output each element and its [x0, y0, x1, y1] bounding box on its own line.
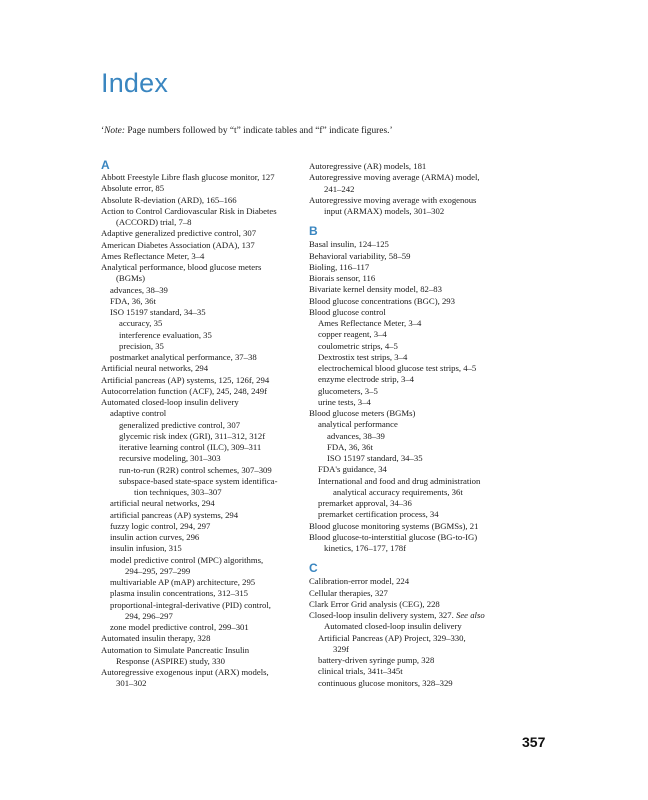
entry-text: urine tests, 3–4	[318, 396, 371, 407]
entry-text: Bioling, 116–117	[309, 261, 370, 272]
entry-continuation: kinetics, 176–177, 178f	[324, 543, 407, 553]
entry-text: Ames Reflectance Meter, 3–4	[101, 250, 205, 261]
entry-text: Ames Reflectance Meter, 3–4	[318, 318, 422, 328]
index-entry	[101, 183, 301, 194]
index-entry	[101, 341, 301, 352]
entry-text: advances, 38–39	[327, 430, 385, 441]
entry-text: Artificial Pancreas (AP) Project, 329–330,	[318, 632, 466, 643]
index-entry	[101, 375, 301, 386]
entry-text: artificial neural networks, 294	[110, 498, 215, 509]
index-entry	[101, 543, 301, 554]
entry-text: glycemic risk index (GRI), 311–312, 312f	[119, 430, 266, 441]
index-entry	[101, 172, 301, 183]
index-entry	[309, 284, 509, 295]
index-entry	[309, 363, 509, 374]
entry-text: proportional-integral-derivative (PID) control,	[110, 599, 271, 610]
index-entry	[101, 510, 301, 521]
index-entry	[309, 476, 509, 499]
index-entry	[309, 442, 509, 453]
index-entry	[101, 397, 301, 408]
entry-text: model predictive control (MPC) algorithms,	[110, 554, 264, 565]
section-letter: C	[309, 561, 318, 576]
entry-text: Autoregressive moving average with exogenous	[309, 194, 477, 205]
entry-text: Artificial pancreas (AP) systems, 125, 126f, 294	[101, 374, 270, 385]
entry-text: American Diabetes Association (ADA), 137	[101, 239, 255, 250]
index-column-left	[101, 158, 301, 690]
entry-text: interference evaluation, 35	[119, 329, 212, 340]
page-title: Index	[101, 68, 169, 98]
entry-text: generalized predictive control, 307	[119, 419, 241, 430]
index-entry	[101, 555, 301, 578]
index-entry	[309, 386, 509, 397]
entry-text: copper reagent, 3–4	[318, 329, 387, 340]
index-entry	[101, 577, 301, 588]
entry-text: advances, 38–39	[110, 284, 168, 295]
entry-text: analytical performance	[318, 419, 398, 430]
index-entry	[101, 453, 301, 464]
entry-text: Clark Error Grid analysis (CEG), 228	[309, 598, 440, 609]
entry-text: premarket approval, 34–36	[318, 498, 412, 508]
entry-text: Automated closed-loop insulin delivery	[101, 397, 239, 407]
entry-text: continuous glucose monitors, 328–329	[318, 677, 453, 688]
index-entry	[101, 442, 301, 453]
entry-text: Closed-loop insulin delivery system, 327.	[309, 610, 454, 620]
index-entry	[309, 408, 509, 419]
entry-text: Calibration-error model, 224	[309, 576, 410, 587]
see-also-label: See also	[455, 610, 485, 620]
entry-continuation: Automated closed-loop insulin delivery	[324, 621, 462, 632]
entry-text: iterative learning control (ILC), 309–311	[119, 442, 262, 452]
entry-text: electrochemical blood glucose test strips, 4–5	[318, 363, 477, 373]
entry-text: Autocorrelation function (ACF), 245, 248, 249f	[101, 385, 267, 396]
index-entry	[101, 330, 301, 341]
index-entry	[309, 352, 509, 363]
index-entry	[101, 228, 301, 239]
index-entry	[309, 239, 509, 250]
index-entry	[101, 622, 301, 633]
index-entry	[101, 431, 301, 442]
entry-text: zone model predictive control, 299–301	[110, 622, 249, 632]
index-entry	[101, 408, 301, 419]
entry-text: run-to-run (R2R) control schemes, 307–309	[119, 464, 272, 475]
page-number: 357	[522, 734, 546, 750]
entry-text: subspace-based state-space system identifica-	[119, 475, 278, 486]
entry-text: fuzzy logic control, 294, 297	[110, 520, 211, 531]
index-entry	[101, 633, 301, 644]
entry-continuation: 241–242	[324, 183, 355, 194]
index-entry	[309, 453, 509, 464]
index-entry	[309, 521, 509, 532]
note-label: Note:	[104, 126, 125, 136]
entry-text: Behavioral variability, 58–59	[309, 250, 411, 261]
index-entry	[101, 240, 301, 251]
entry-text: Biorais sensor, 116	[309, 273, 376, 283]
index-entry	[101, 532, 301, 543]
entry-text: Blood glucose control	[309, 306, 386, 317]
index-entry	[309, 307, 509, 318]
entry-text: Basal insulin, 124–125	[309, 239, 389, 250]
index-entry	[101, 600, 301, 623]
entry-text: recursive modeling, 301–303	[119, 453, 221, 464]
index-entry	[101, 296, 301, 307]
index-entry	[309, 633, 509, 656]
index-entry	[101, 318, 301, 329]
entry-continuation: analytical accuracy requirements, 36t	[333, 486, 463, 497]
index-entry	[101, 363, 301, 374]
entry-text: ISO 15197 standard, 34–35	[110, 307, 206, 317]
index-entry	[309, 341, 509, 352]
index-entry	[101, 645, 301, 668]
index-entry	[101, 521, 301, 532]
index-entry	[101, 465, 301, 476]
entry-continuation: 301–302	[116, 678, 147, 689]
entry-continuation: input (ARMAX) models, 301–302	[324, 206, 445, 216]
index-entry	[309, 172, 509, 195]
index-entry	[101, 476, 301, 499]
entry-text: Bivariate kernel density model, 82–83	[309, 284, 442, 295]
index-entry	[101, 588, 301, 599]
entry-text: ISO 15197 standard, 34–35	[327, 453, 423, 463]
entry-continuation: (BGMs)	[116, 273, 145, 284]
entry-text: coulometric strips, 4–5	[318, 340, 398, 351]
entry-text: insulin action curves, 296	[110, 532, 200, 542]
entry-text: multivariable AP (mAP) architecture, 295	[110, 577, 256, 587]
entry-text: adaptive control	[110, 408, 167, 419]
index-entry	[309, 509, 509, 520]
entry-text: Autoregressive exogenous input (ARX) models,	[101, 667, 269, 677]
entry-text: Blood glucose meters (BGMs)	[309, 408, 416, 418]
entry-text: clinical trials, 341t–345t	[318, 666, 403, 677]
index-column-right	[309, 161, 509, 689]
index-entry	[309, 318, 509, 329]
index-entry	[309, 431, 509, 442]
index-entry	[309, 397, 509, 408]
index-entry	[101, 195, 301, 206]
entry-text: Cellular therapies, 327	[309, 587, 388, 598]
index-entry	[101, 498, 301, 509]
entry-text: FDA, 36, 36t	[110, 295, 156, 306]
entry-text: Blood glucose concentrations (BGC), 293	[309, 295, 455, 306]
section-letter: A	[101, 158, 110, 172]
entry-text: Autoregressive (AR) models, 181	[309, 161, 427, 171]
entry-text: Blood glucose monitoring systems (BGMSs), 21	[309, 520, 479, 531]
entry-text: Dextrostix test strips, 3–4	[318, 351, 408, 362]
index-entry	[309, 161, 509, 172]
entry-text: FDA, 36, 36t	[327, 441, 373, 452]
index-entry	[309, 419, 509, 430]
entry-text: insulin infusion, 315	[110, 543, 182, 554]
entry-continuation: 294–295, 297–299	[125, 565, 191, 576]
index-entry	[101, 307, 301, 318]
index-entry	[101, 352, 301, 363]
note-text: Page numbers followed by “t” indicate tables and “f” indicate figures.	[124, 126, 390, 136]
entry-text: Absolute error, 85	[101, 183, 165, 194]
entry-continuation: tion techniques, 303–307	[134, 487, 222, 497]
entry-text: precision, 35	[119, 340, 164, 351]
index-entry	[309, 599, 509, 610]
entry-text: artificial pancreas (AP) systems, 294	[110, 509, 239, 520]
index-entry	[309, 374, 509, 385]
entry-text: Blood glucose-to-interstitial glucose (BG-to-IG)	[309, 531, 478, 542]
entry-continuation: Response (ASPIRE) study, 330	[116, 655, 225, 666]
entry-text: postmarket analytical performance, 37–38	[110, 352, 257, 362]
index-entry	[309, 464, 509, 475]
entry-text: Autoregressive moving average (ARMA) model,	[309, 172, 480, 183]
entry-text: plasma insulin concentrations, 312–315	[110, 588, 249, 599]
entry-continuation: 294, 296–297	[125, 610, 173, 621]
entry-text: Automation to Simulate Pancreatic Insulin	[101, 644, 250, 655]
index-entry	[309, 588, 509, 599]
index-entry	[309, 296, 509, 307]
entry-continuation: 329f	[333, 643, 349, 654]
index-entry	[309, 610, 509, 633]
entry-text: Analytical performance, blood glucose meters	[101, 262, 262, 272]
index-note: ‘Note: Page numbers followed by “t” indicate tables and “f” indicate figures.’	[101, 126, 393, 136]
index-entry	[309, 532, 509, 555]
index-entry	[309, 678, 509, 689]
entry-text: premarket certification process, 34	[318, 509, 439, 520]
entry-continuation: (ACCORD) trial, 7–8	[116, 217, 192, 227]
index-entry	[309, 251, 509, 262]
index-entry	[101, 262, 301, 285]
index-entry	[309, 329, 509, 340]
entry-text: International and food and drug administration	[318, 475, 481, 486]
entry-text: Absolute R-deviation (ARD), 165–166	[101, 194, 237, 205]
index-entry	[101, 386, 301, 397]
index-entry	[101, 285, 301, 296]
entry-text: Automated insulin therapy, 328	[101, 633, 211, 644]
index-entry	[309, 655, 509, 666]
section-letter: B	[309, 224, 318, 239]
entry-text: glucometers, 3–5	[318, 385, 378, 396]
entry-text: Artificial neural networks, 294	[101, 363, 209, 374]
index-entry	[309, 273, 509, 284]
index-entry	[309, 498, 509, 509]
index-entry	[309, 576, 509, 587]
index-entry	[309, 262, 509, 273]
entry-text: FDA's guidance, 34	[318, 464, 387, 475]
entry-text: Action to Control Cardiovascular Risk in Diabetes	[101, 205, 277, 216]
entry-text: Abbott Freestyle Libre flash glucose monitor, 127	[101, 172, 275, 182]
index-entry	[309, 195, 509, 218]
index-entry	[101, 667, 301, 690]
index-entry	[101, 251, 301, 262]
index-entry	[101, 420, 301, 431]
entry-text: enzyme electrode strip, 3–4	[318, 374, 415, 385]
entry-text: accuracy, 35	[119, 318, 163, 329]
index-entry	[101, 206, 301, 229]
entry-text: Adaptive generalized predictive control, 307	[101, 228, 257, 239]
entry-text: battery-driven syringe pump, 328	[318, 655, 435, 665]
index-entry	[309, 666, 509, 677]
